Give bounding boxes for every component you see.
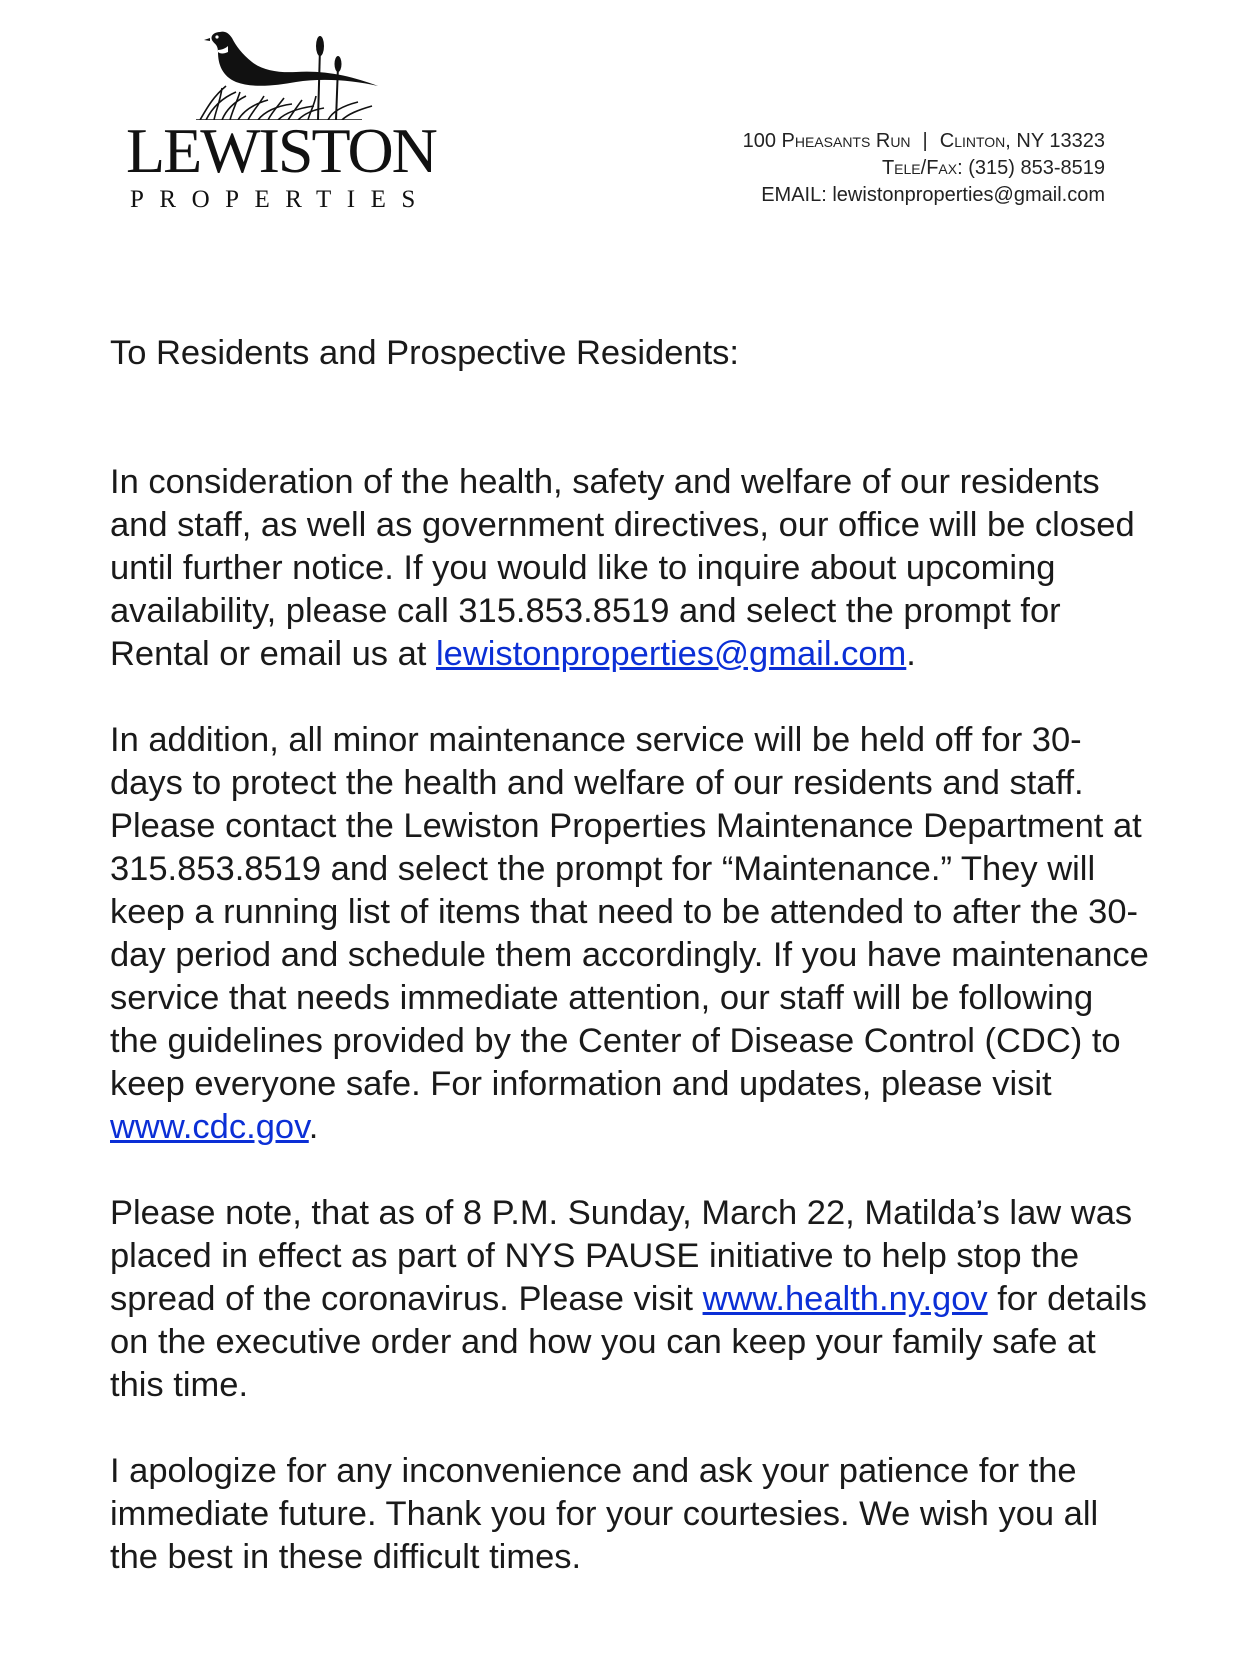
address-line (743, 128, 1105, 155)
pheasant-in-grass-icon (192, 26, 382, 120)
street-address: 100 Pheasants Run (742, 130, 911, 152)
letter-body (110, 332, 1150, 1622)
paragraph-closing: I apologize for any inconvenience and ask your patience for the immediate future. Thank you for your courtesies. We wish you all the best in these difficult times. (110, 1452, 1099, 1576)
logo-wordmark: LEWISTON (126, 115, 436, 186)
city-state-zip: Clinton, NY 13323 (939, 130, 1105, 152)
paragraph-end: . (308, 1108, 319, 1146)
phone-label: Tele/Fax: (881, 157, 963, 179)
health-ny-link[interactable]: www.health.ny.gov (702, 1280, 988, 1318)
paragraph-text: Please note, that as of 8 P.M. Sunday, March 22, Matilda’s law was placed in effect as part of NYS PAUSE initiative to help stop the spread of the coronavirus. Please visit (110, 1194, 1133, 1318)
paragraph-matildas-law (110, 1192, 1150, 1407)
paragraph-text: In consideration of the health, safety and welfare of our residents and staff, as well as government directives, our office will be closed until further notice. If you would like to inquire about upcoming availability, please call 315.853.8519 and select the prompt for Rental or email us at (110, 463, 1135, 673)
cdc-link[interactable]: www.cdc.gov (110, 1108, 309, 1146)
paragraph-office-closure (110, 461, 1150, 676)
email-address: lewistonproperties@gmail.com (832, 184, 1105, 206)
email-line (743, 182, 1105, 209)
phone-number: (315) 853-8519 (968, 157, 1105, 179)
paragraph-maintenance (110, 719, 1150, 1149)
email-label: EMAIL: (761, 184, 827, 206)
contact-block (743, 128, 1105, 209)
salutation: To Residents and Prospective Residents: (110, 334, 740, 372)
paragraph-end: for details on the executive order and how you can keep your family safe at this time. (110, 1280, 1147, 1404)
paragraph-end: . (906, 635, 916, 673)
logo-subtitle: PROPERTIES (130, 186, 431, 213)
email-link[interactable]: lewistonproperties@gmail.com (435, 635, 907, 673)
address-separator: | (922, 130, 928, 152)
paragraph-text: In addition, all minor maintenance service will be held off for 30-days to protect the health and welfare of our residents and staff. Please contact the Lewiston Properties Maintenance Department at 315.853.8519 and select the prompt for “Maintenance.” They will keep a running list of items that need to be attended to after the 30-day period and schedule them accordingly. If you have maintenance service that needs immediate attention, our staff will be following the guidelines provided by the Center of Disease Control (CDC) to keep everyone safe. For information and updates, please visit (110, 721, 1149, 1103)
phone-line (743, 155, 1105, 182)
company-logo (126, 26, 436, 216)
letterhead (0, 0, 1241, 230)
